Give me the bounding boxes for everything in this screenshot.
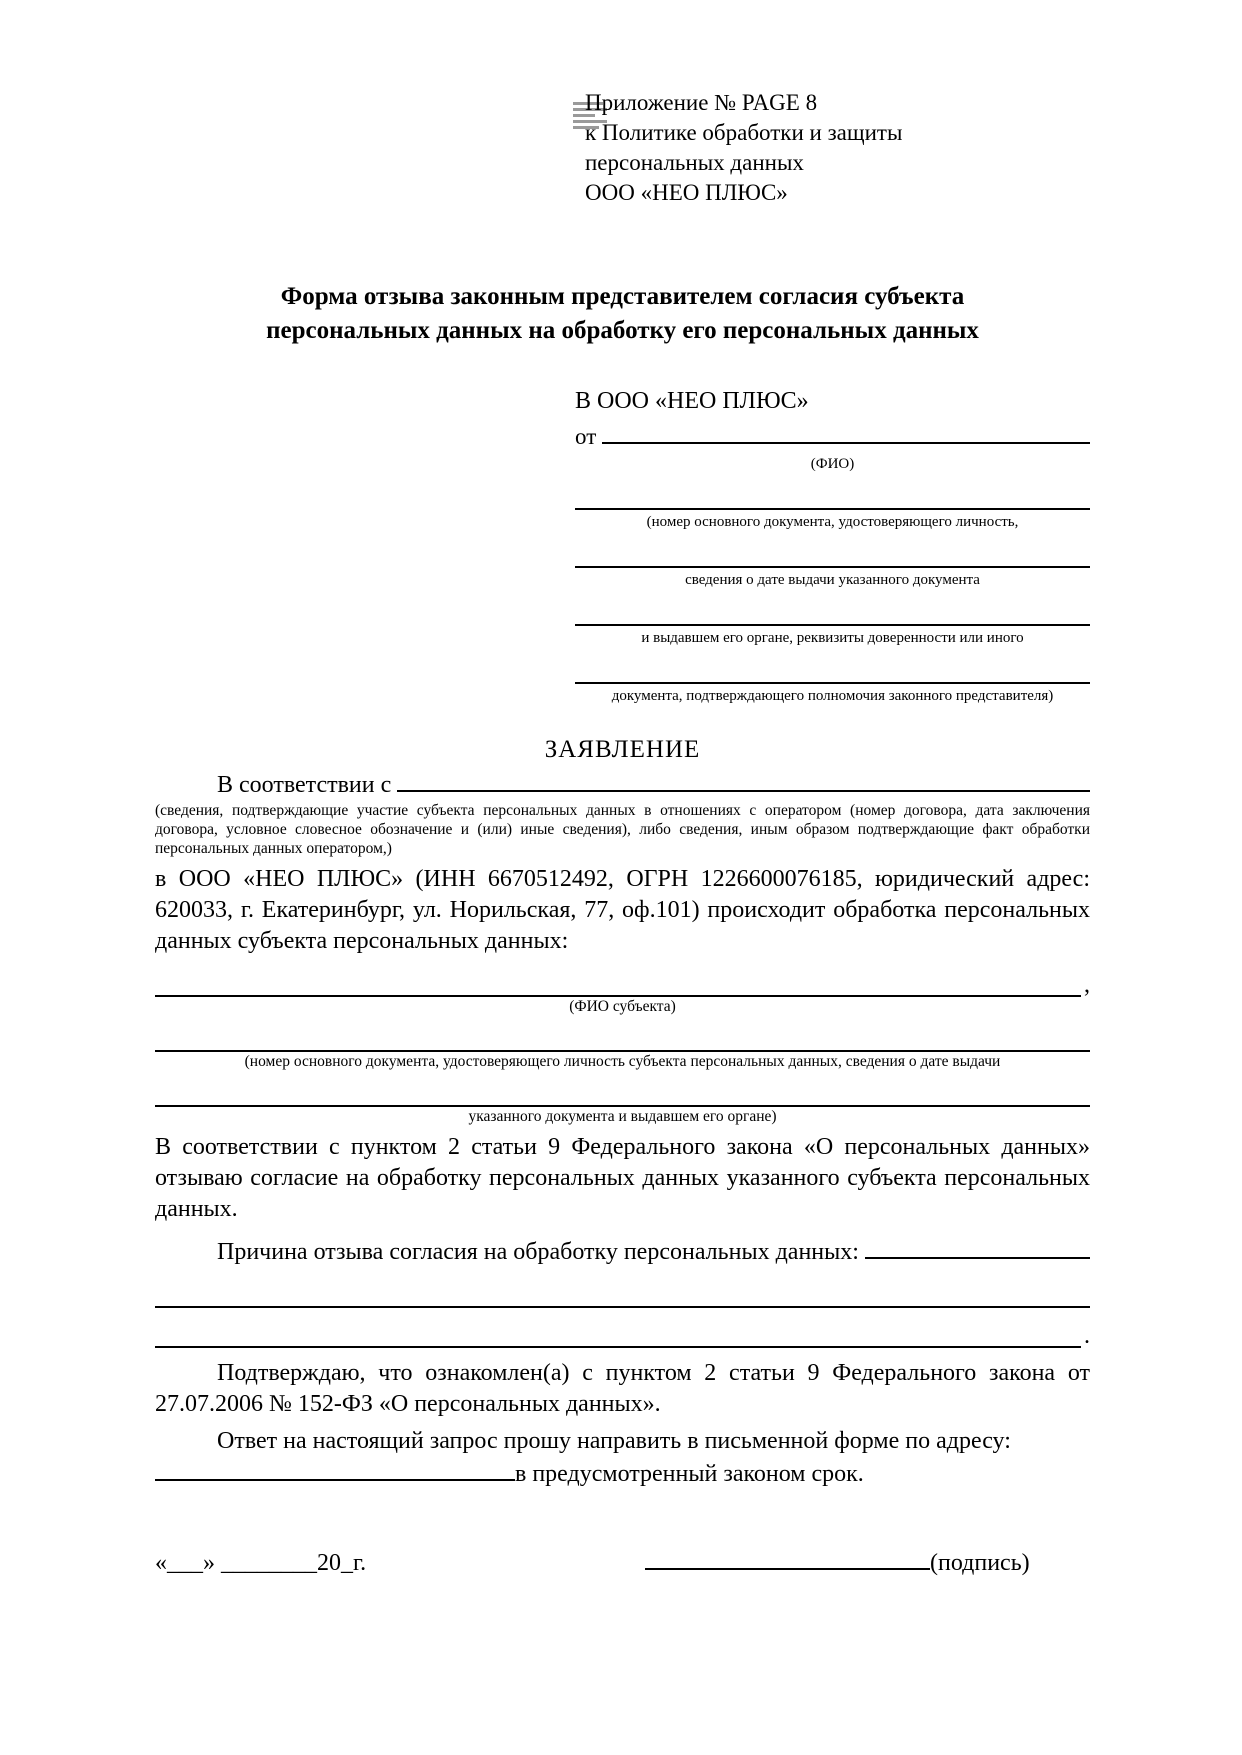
answer-paragraph: Ответ на настоящий запрос прошу направить в письменной форме по адресу: <box>217 1428 1011 1454</box>
doc-date-block <box>155 544 1090 590</box>
header-line-2: к Политике обработки и защиты <box>585 120 903 145</box>
in-accordance-row <box>155 768 1090 801</box>
document-content <box>155 88 1090 1577</box>
addressee-from-label: от <box>575 424 597 449</box>
reason-fill-line-2[interactable] <box>155 1282 1090 1308</box>
doc-issuer-fill-line[interactable] <box>575 602 1090 626</box>
confirm-paragraph: Подтверждаю, что ознакомлен(а) с пунктом 2 статьи 9 Федерального закона от 27.07.2006 № 152-ФЗ «О персональных данных». <box>155 1360 1090 1417</box>
doc-authority-fill-line[interactable] <box>575 660 1090 684</box>
reason-label: Причина отзыва согласия на обработку персональных данных: <box>217 1239 859 1265</box>
caption-fio: (ФИО) <box>810 456 855 472</box>
document-mark <box>155 88 585 132</box>
subject-fio-row <box>155 971 1090 997</box>
header-line-4: ООО «НЕО ПЛЮС» <box>585 180 788 205</box>
caption-doc-authority: документа, подтверждающего полномочия законного представителя) <box>611 688 1054 704</box>
signature-row <box>155 1548 1090 1577</box>
date-line[interactable]: «___» ________20_г. <box>155 1550 367 1576</box>
subject-fio-fill-line[interactable] <box>155 971 1081 997</box>
doc-issuer-block <box>155 602 1090 648</box>
note-relation: (сведения, подтверждающие участие субъекта персональных данных в отношениях с оператором (номер договора, дата заключения договора, условное словесное обозначение и (или) иные сведения), либо сведения, иным образом подтверждающие факт обработки персональных данных оператором,) <box>155 802 1090 857</box>
answer-address-fill-line[interactable] <box>155 1457 515 1481</box>
doc-date-fill-line[interactable] <box>575 544 1090 568</box>
reason-fill-line-1[interactable] <box>865 1235 1090 1259</box>
page-title <box>155 280 1090 348</box>
addressee-from-row <box>575 422 1090 452</box>
subject-fio-comma: , <box>1084 972 1090 998</box>
reason-period: . <box>1084 1323 1090 1349</box>
caption-subject-doc-2: указанного документа и выдавшем его органе) <box>468 1108 777 1125</box>
in-accordance-label: В соответствии с <box>217 772 392 798</box>
addressee-to: В ООО «НЕО ПЛЮС» <box>575 388 809 414</box>
doc-number-fill-line[interactable] <box>575 486 1090 510</box>
answer-address-row <box>155 1457 1090 1490</box>
addressee-block <box>155 386 1090 474</box>
doc-number-block <box>155 486 1090 532</box>
signature-fill-line[interactable] <box>645 1548 930 1570</box>
page-title-line-1: Форма отзыва законным представителем согласия субъекта <box>280 283 965 310</box>
fio-fill-line[interactable] <box>602 422 1090 444</box>
statement-heading: ЗАЯВЛЕНИЕ <box>544 736 701 763</box>
signature-caption: (подпись) <box>930 1550 1030 1576</box>
header-text-block <box>585 88 902 208</box>
caption-doc-number: (номер основного документа, удостоверяющего личность, <box>646 514 1019 530</box>
in-accordance-fill-line[interactable] <box>397 768 1090 792</box>
caption-subject-fio: (ФИО субъекта) <box>569 998 676 1015</box>
header-line-1: Приложение № PAGE 8 <box>585 90 818 115</box>
operator-paragraph: в ООО «НЕО ПЛЮС» (ИНН 6670512492, ОГРН 1226600076185, юридический адрес: 620033, г. Екатеринбург, ул. Норильская, 77, оф.101) происходит обработка персональных данных субъекта персональных данных: <box>155 866 1090 954</box>
doc-authority-block <box>155 660 1090 706</box>
answer-tail: в предусмотренный законом срок. <box>515 1461 864 1487</box>
subject-doc-issuer-fill-line[interactable] <box>155 1081 1090 1107</box>
subject-doc-fill-line[interactable] <box>155 1026 1090 1052</box>
reason-fill-line-3[interactable] <box>155 1322 1081 1348</box>
header-line-3: персональных данных <box>585 150 804 175</box>
revoke-paragraph: В соответствии с пунктом 2 статьи 9 Федерального закона «О персональных данных» отзываю согласие на обработку персональных данных указанного субъекта персональных данных. <box>155 1134 1090 1222</box>
signature-block <box>645 1548 1030 1577</box>
caption-subject-doc-1: (номер основного документа, удостоверяющего личность субъекта персональных данных, сведения о дате выдачи <box>244 1053 1001 1070</box>
reason-row <box>155 1235 1090 1268</box>
document-header <box>155 88 1090 208</box>
page-title-line-2: персональных данных на обработку его персональных данных <box>266 317 979 344</box>
caption-doc-issuer: и выдавшем его органе, реквизиты доверенности или иного <box>641 630 1024 646</box>
reason-row-3 <box>155 1322 1090 1348</box>
caption-doc-date: сведения о дате выдачи указанного документа <box>685 572 980 588</box>
